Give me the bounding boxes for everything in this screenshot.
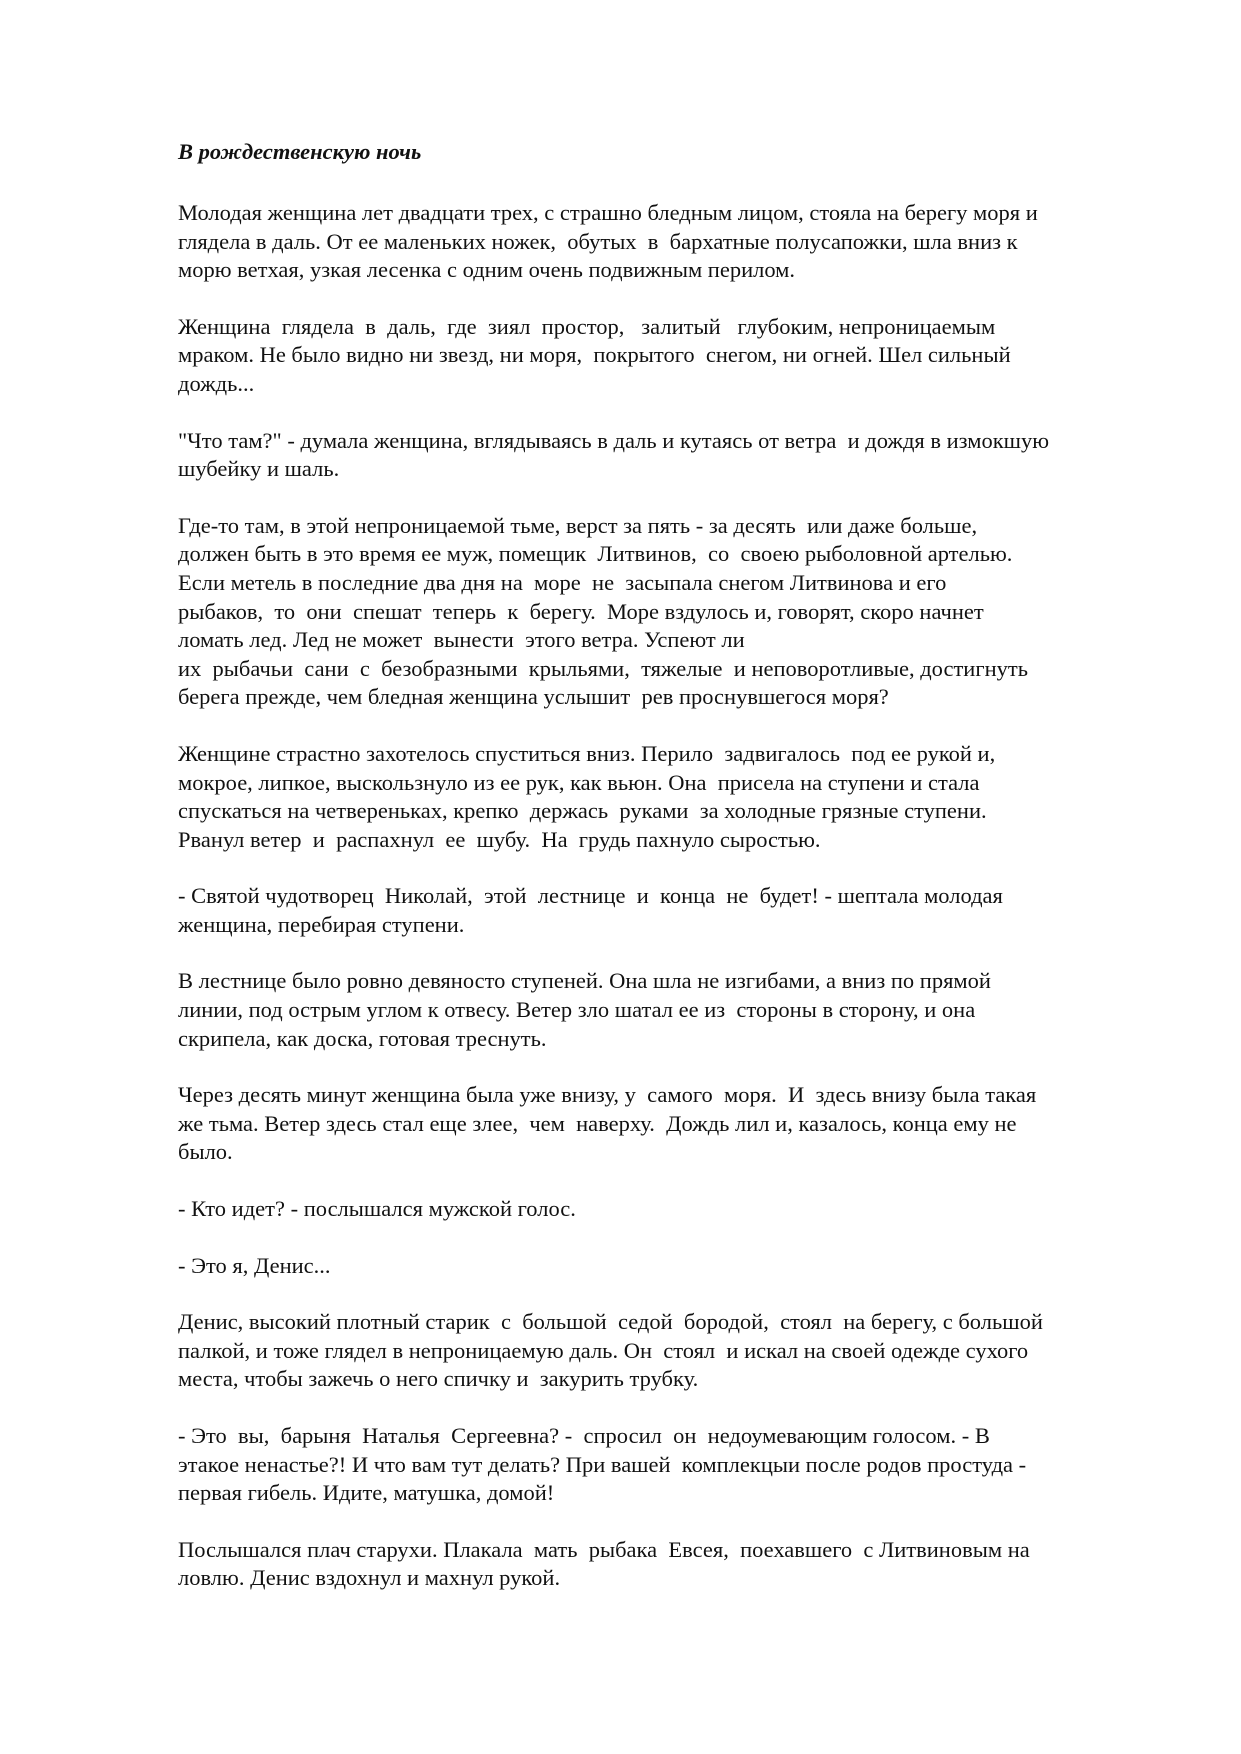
paragraph-line: этакое ненастье?! И что вам тут делать? При вашей комплекцыи после родов простуда - [178,1451,1027,1477]
paragraph-line: шубейку и шаль. [178,456,340,482]
paragraph [178,1252,1178,1281]
paragraph-line: места, чтобы зажечь о него спичку и закурить трубку. [178,1366,699,1392]
paragraph [178,313,1178,399]
paragraph-line: их рыбачьи сани с безобразными крыльями, тяжелые и неповоротливые, достигнуть [178,655,1028,681]
paragraph [178,1081,1178,1167]
paragraph-line: ломать лед. Лед не может вынести этого ветра. Успеют ли [178,627,745,653]
paragraph-line: - Это вы, барыня Наталья Сергеевна? - спросил он недоумевающим голосом. - В [178,1423,990,1448]
paragraph-line: Через десять минут женщина была уже внизу, у самого моря. И здесь внизу была такая [178,1082,1037,1108]
paragraph-line: морю ветхая, узкая лесенка с одним очень подвижным перилом. [178,257,796,283]
paragraph-line: должен быть в это время ее муж, помещик Литвинов, со своею рыболовной артелью. [178,541,1013,567]
paragraph-line: Послышался плач старухи. Плакала мать рыбака Евсея, поехавшего с Литвиновым на [178,1536,1030,1562]
paragraph [178,967,1178,1053]
paragraph-line: Денис, высокий плотный старик с большой седой бородой, стоял на берегу, с большой [178,1309,1043,1335]
paragraph-line: - Святой чудотворец Николай, этой лестнице и конца не будет! - шептала молодая [178,883,1003,909]
paragraph-line: Молодая женщина лет двадцати трех, с страшно бледным лицом, стояла на берегу моря и [178,200,1038,225]
paragraph [178,1536,1178,1593]
paragraph-line: женщина, перебирая ступени. [178,911,465,937]
paragraph-line: мокрое, липкое, выскользнуло из ее рук, как вьюн. Она присела на ступени и стала [178,769,980,795]
document-title: В рождественскую ночь [178,139,422,164]
paragraph-line: же тьма. Ветер здесь стал еще злее, чем наверху. Дождь лил и, казалось, конца ему не [178,1110,1017,1136]
paragraph-line: первая гибель. Идите, матушка, домой! [178,1480,555,1506]
paragraph-line: Если метель в последние два дня на море не засыпала снегом Литвинова и его [178,569,947,595]
paragraph-line: "Что там?" - думала женщина, вглядываясь в даль и кутаясь от ветра и дождя в измокшую [178,427,1050,453]
paragraph [178,1195,1178,1224]
paragraph-line: спускаться на четвереньках, крепко держась руками за холодные грязные ступени. [178,798,987,824]
paragraph-line: мраком. Не было видно ни звезд, ни моря, покрытого снегом, ни огней. Шел сильный [178,342,1011,368]
paragraph [178,1308,1178,1394]
document-body [178,138,1178,1621]
paragraph-line: дождь... [178,370,255,396]
paragraph [178,882,1178,939]
paragraph-line: палкой, и тоже глядел в непроницаемую даль. Он стоял и искал на своей одежде сухого [178,1337,1029,1363]
paragraph [178,427,1178,484]
paragraph-line: глядела в даль. От ее маленьких ножек, обутых в бархатные полусапожки, шла вниз к [178,228,1018,254]
paragraph [178,199,1178,285]
paragraph-line: Женщина глядела в даль, где зиял простор, залитый глубоким, непроницаемым [178,313,996,339]
paragraph [178,512,1178,712]
paragraph-list [178,199,1178,1593]
paragraph-line: скрипела, как доска, готовая треснуть. [178,1025,547,1051]
paragraph-line: рыбаков, то они спешат теперь к берегу. Море вздулось и, говорят, скоро начнет [178,598,984,624]
paragraph-line: - Это я, Денис... [178,1252,331,1278]
paragraph [178,1422,1178,1508]
paragraph-line: берега прежде, чем бледная женщина услышит рев проснувшегося моря? [178,684,889,710]
paragraph-line: Женщине страстно захотелось спуститься вниз. Перило задвигалось под ее рукой и, [178,740,996,766]
paragraph [178,740,1178,854]
paragraph-line: В лестнице было ровно девяносто ступеней. Она шла не изгибами, а вниз по прямой [178,968,991,994]
paragraph-line: Рванул ветер и распахнул ее шубу. На грудь пахнуло сыростью. [178,826,821,852]
paragraph-line: Где-то там, в этой непроницаемой тьме, верст за пять - за десять или даже больше, [178,512,978,538]
paragraph-line: - Кто идет? - послышался мужской голос. [178,1196,576,1222]
paragraph-line: линии, под острым углом к отвесу. Ветер зло шатал ее из стороны в сторону, и она [178,997,976,1023]
paragraph-line: ловлю. Денис вздохнул и махнул рукой. [178,1565,561,1591]
paragraph-line: было. [178,1139,233,1165]
